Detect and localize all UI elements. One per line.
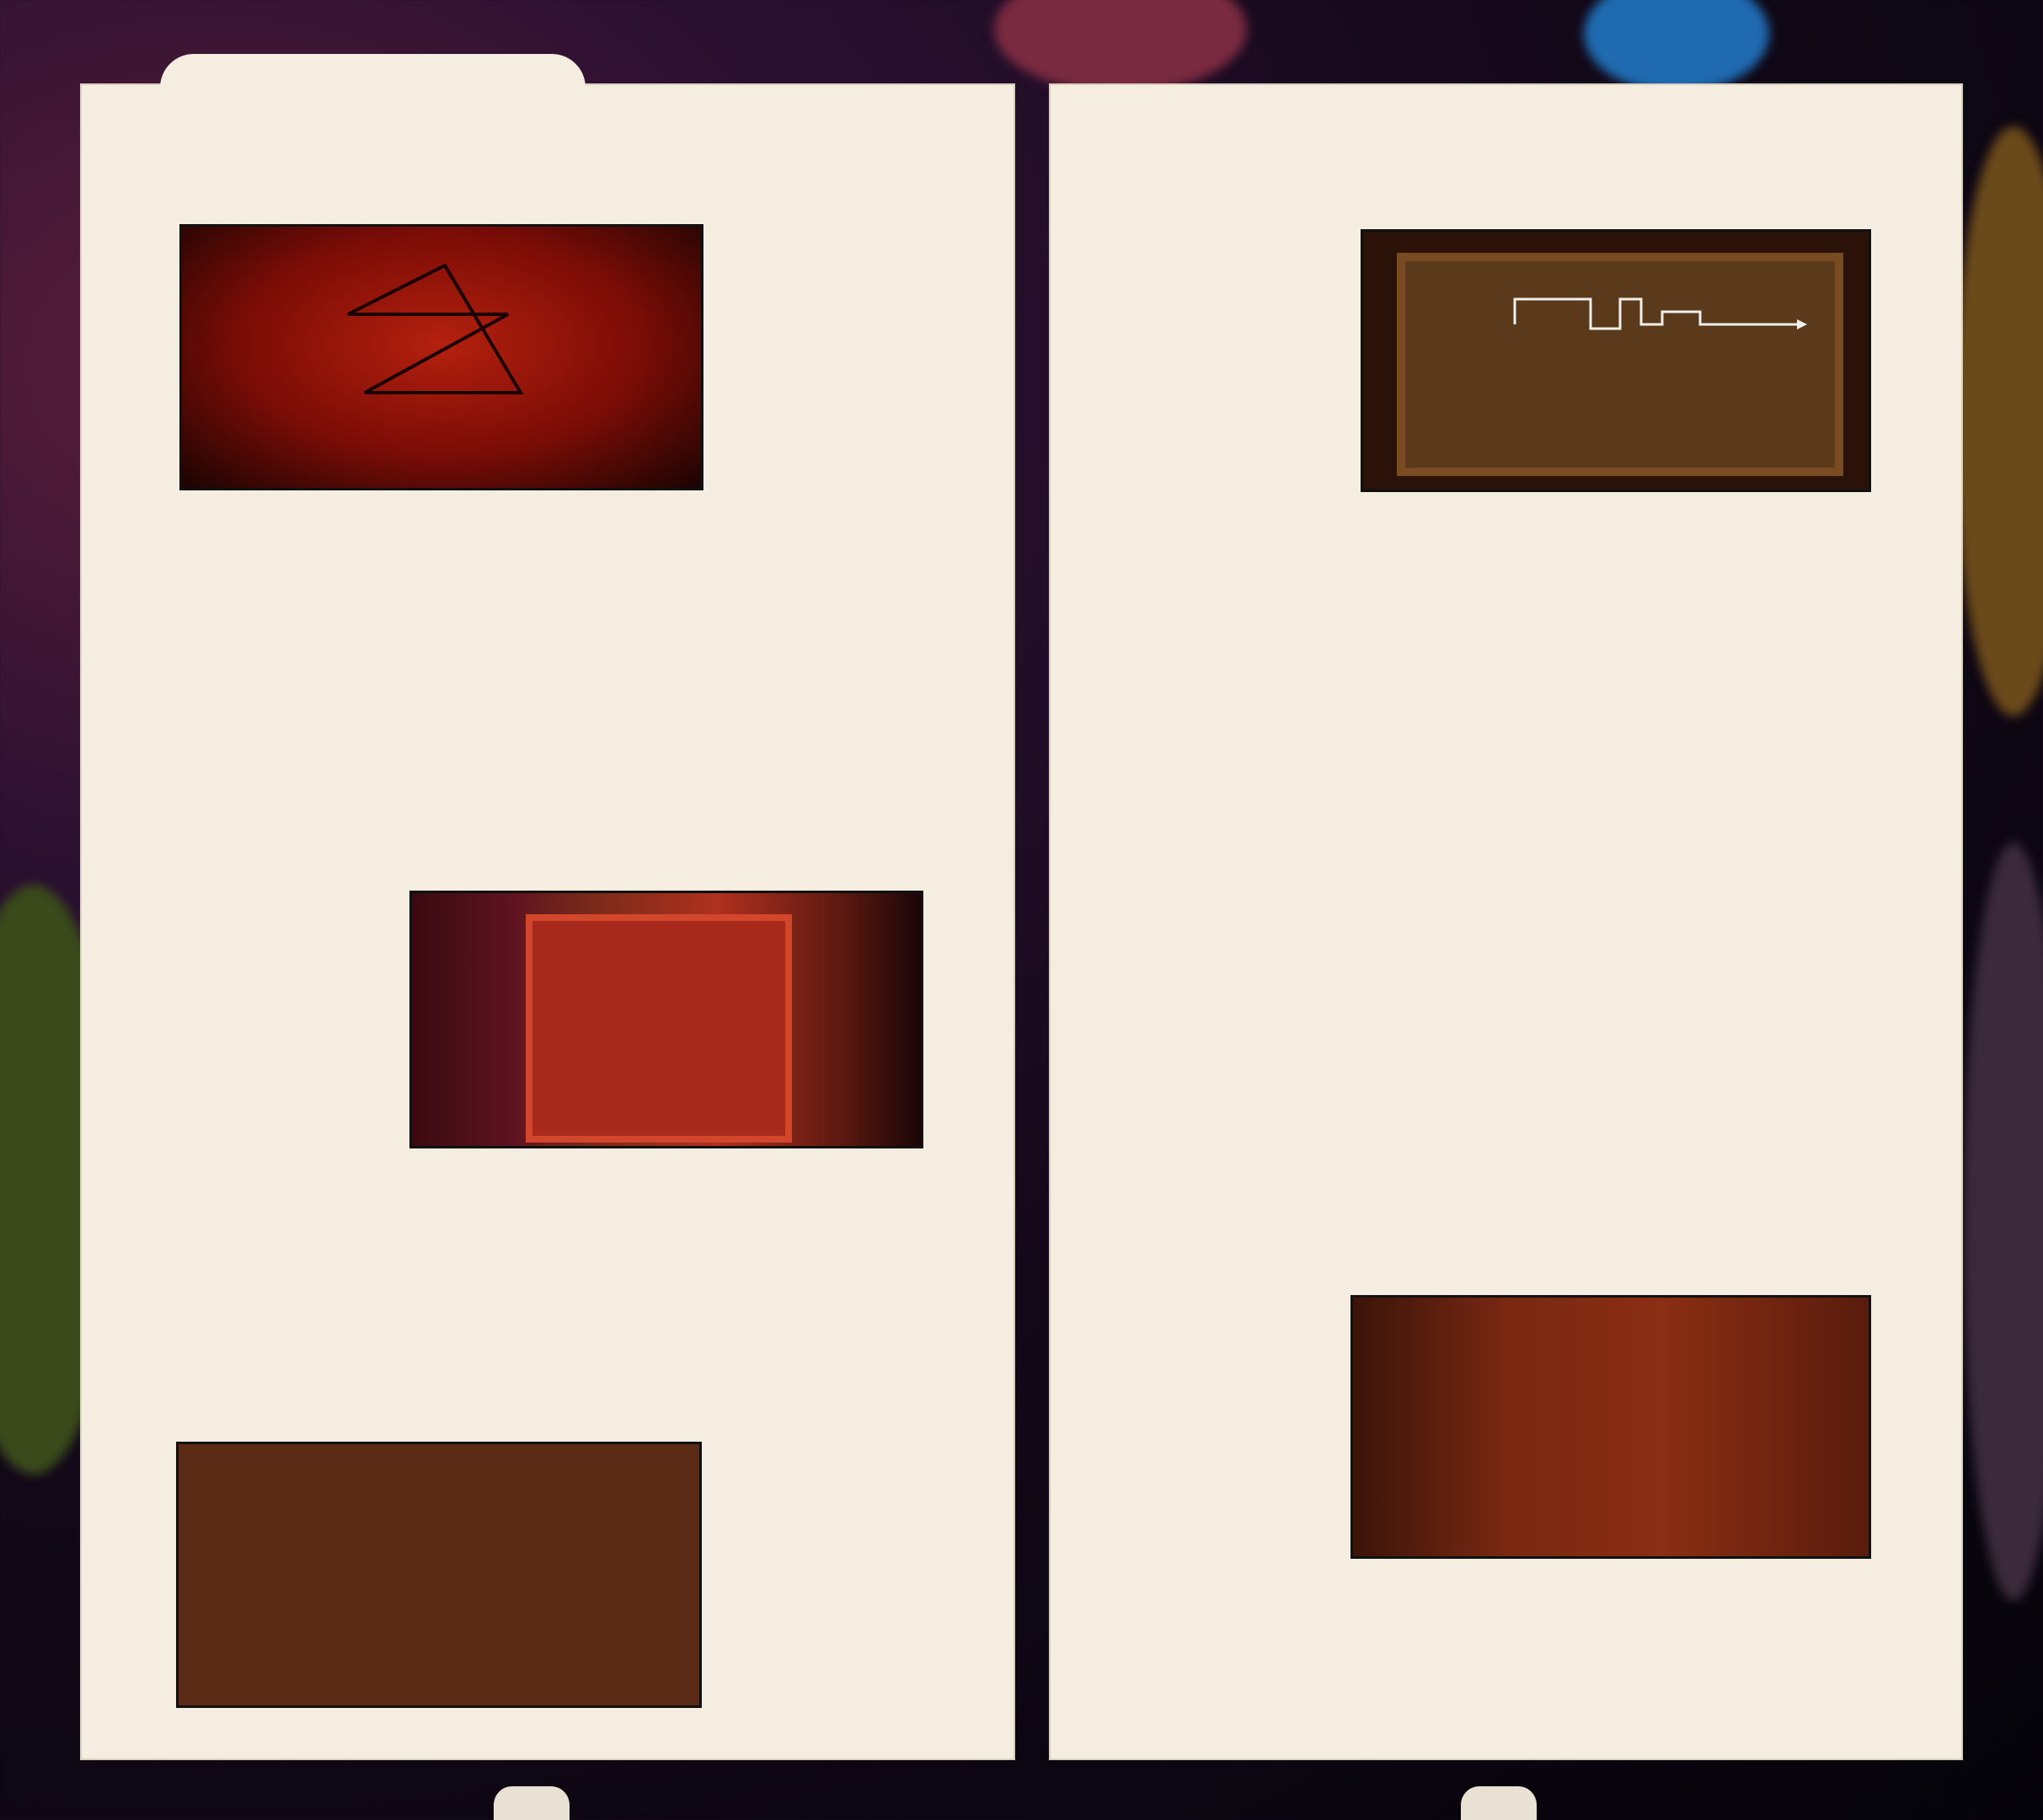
coins-puzzle-image	[1350, 1295, 1871, 1559]
chessboard-image	[176, 1442, 702, 1708]
star-puzzle-image	[179, 224, 703, 490]
page-number	[1461, 1786, 1537, 1820]
chessboard-diagram	[179, 1444, 699, 1705]
title-tab	[160, 54, 586, 165]
page-number	[494, 1786, 570, 1820]
background-art	[1963, 843, 2043, 1601]
star-diagram	[182, 227, 701, 488]
background-art	[994, 0, 1247, 93]
maze-carpet-image	[1361, 229, 1871, 492]
quilt-puzzle-image	[409, 891, 923, 1148]
background-art	[1584, 0, 1769, 93]
background-art	[1955, 126, 2043, 716]
